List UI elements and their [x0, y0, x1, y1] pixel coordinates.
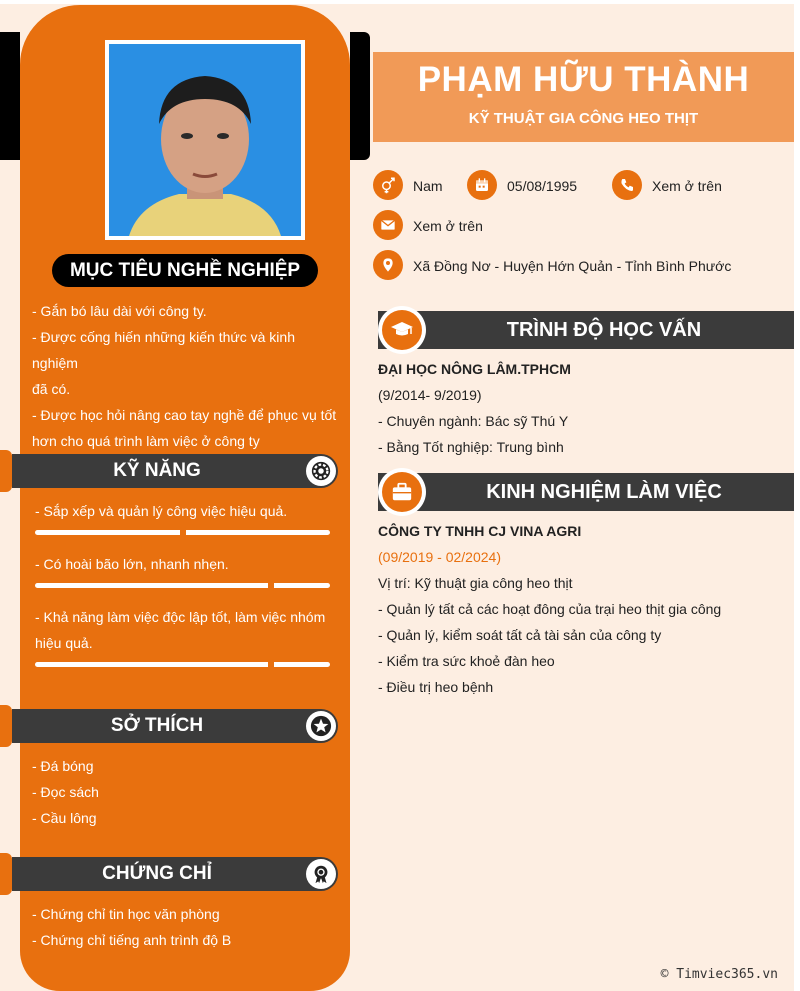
certificate-item: - Chứng chỉ tiếng anh trình độ B — [32, 932, 232, 948]
objective-line: hơn cho quá trình làm việc ở công ty — [32, 433, 260, 449]
experience-position: Vị trí: Kỹ thuật gia công heo thịt — [378, 575, 573, 591]
company-name: CÔNG TY TNHH CJ VINA AGRI — [378, 523, 582, 539]
school-name: ĐẠI HỌC NÔNG LÂM.TPHCM — [378, 361, 571, 377]
certificates-header — [12, 857, 338, 891]
location-icon — [373, 250, 403, 280]
profile-photo — [105, 40, 305, 240]
experience-title: KINH NGHIỆM LÀM VIỆC — [486, 481, 722, 503]
certificates-title: CHỨNG CHỈ — [102, 863, 212, 884]
phone-icon — [612, 170, 642, 200]
certificates-list — [32, 901, 231, 953]
skill-level-knob[interactable] — [268, 580, 274, 591]
medal-icon — [306, 859, 336, 889]
phone-value: Xem ở trên — [652, 178, 722, 194]
skill-level-bar — [35, 662, 330, 667]
hobbies-title: SỞ THÍCH — [110, 715, 204, 736]
education-period: (9/2014- 9/2019) — [378, 387, 482, 403]
experience-duty: - Quản lý tất cả các hoạt đông của trại heo thịt gia công — [378, 601, 722, 617]
experience-details — [378, 518, 788, 700]
experience-header — [378, 473, 794, 511]
birthdate-value: 05/08/1995 — [507, 178, 578, 194]
education-major: - Chuyên ngành: Bác sỹ Thú Y — [378, 413, 569, 429]
star-icon — [306, 711, 336, 741]
skill-item: - Có hoài bão lớn, nhanh nhẹn. — [35, 556, 229, 572]
education-details — [378, 356, 788, 460]
experience-duty: - Quản lý, kiểm soát tất cả tài sản của công ty — [378, 627, 662, 643]
hobby-item: - Đọc sách — [32, 784, 99, 800]
education-degree: - Bằng Tốt nghiệp: Trung bình — [378, 439, 564, 455]
experience-duty: - Điều trị heo bệnh — [378, 679, 494, 695]
hobbies-header — [12, 709, 338, 743]
job-title: KỸ THUẬT GIA CÔNG HEO THỊT — [468, 110, 699, 127]
skills-header — [12, 454, 338, 488]
objective-line: đã có. — [32, 381, 71, 397]
gender-value: Nam — [413, 178, 443, 194]
skill-item: - Sắp xếp và quản lý công việc hiệu quả. — [35, 503, 288, 519]
objective-line: - Được cống hiến những kiến thức và kinh nghiệm — [32, 329, 295, 371]
mail-icon — [373, 210, 403, 240]
gender-icon — [373, 170, 403, 200]
hobbies-list — [32, 753, 99, 831]
education-title: TRÌNH ĐỘ HỌC VẤN — [506, 319, 702, 341]
decor-bar-left — [0, 32, 20, 160]
certificate-item: - Chứng chỉ tin học văn phòng — [32, 906, 220, 922]
objective-title: MỤC TIÊU NGHỀ NGHIỆP — [52, 254, 318, 287]
hobby-item: - Đá bóng — [32, 758, 94, 774]
briefcase-icon — [378, 468, 426, 516]
skill-level-bar — [35, 530, 330, 535]
full-name: PHẠM HỮU THÀNH — [417, 60, 750, 99]
education-header — [378, 311, 794, 349]
section-tab — [0, 450, 12, 492]
decor-bar-right — [350, 32, 370, 160]
section-tab — [0, 705, 12, 747]
graduation-cap-icon — [378, 306, 426, 354]
hobby-item: - Cầu lông — [32, 810, 97, 826]
calendar-icon — [467, 170, 497, 200]
footer-credit: © Timviec365.vn — [660, 967, 778, 982]
experience-duty: - Kiểm tra sức khoẻ đàn heo — [378, 653, 555, 669]
section-tab — [0, 853, 12, 895]
email-value: Xem ở trên — [413, 218, 483, 234]
objective-line: - Được học hỏi nâng cao tay nghề để phục vụ tốt — [32, 407, 337, 423]
skill-level-bar — [35, 583, 330, 588]
skill-level-knob[interactable] — [180, 527, 186, 538]
experience-period: (09/2019 - 02/2024) — [378, 549, 501, 565]
skills-title: KỸ NĂNG — [113, 460, 201, 481]
skill-item: - Khả năng làm việc độc lập tốt, làm việc nhóm hiệu quả. — [35, 609, 326, 651]
name-header — [373, 52, 794, 142]
objective-line: - Gắn bó lâu dài với công ty. — [32, 303, 207, 319]
gear-icon — [306, 456, 336, 486]
address-value: Xã Đồng Nơ - Huyện Hớn Quản - Tỉnh Bình Phước — [413, 258, 732, 274]
skill-level-knob[interactable] — [268, 659, 274, 670]
objective-text — [32, 298, 342, 454]
